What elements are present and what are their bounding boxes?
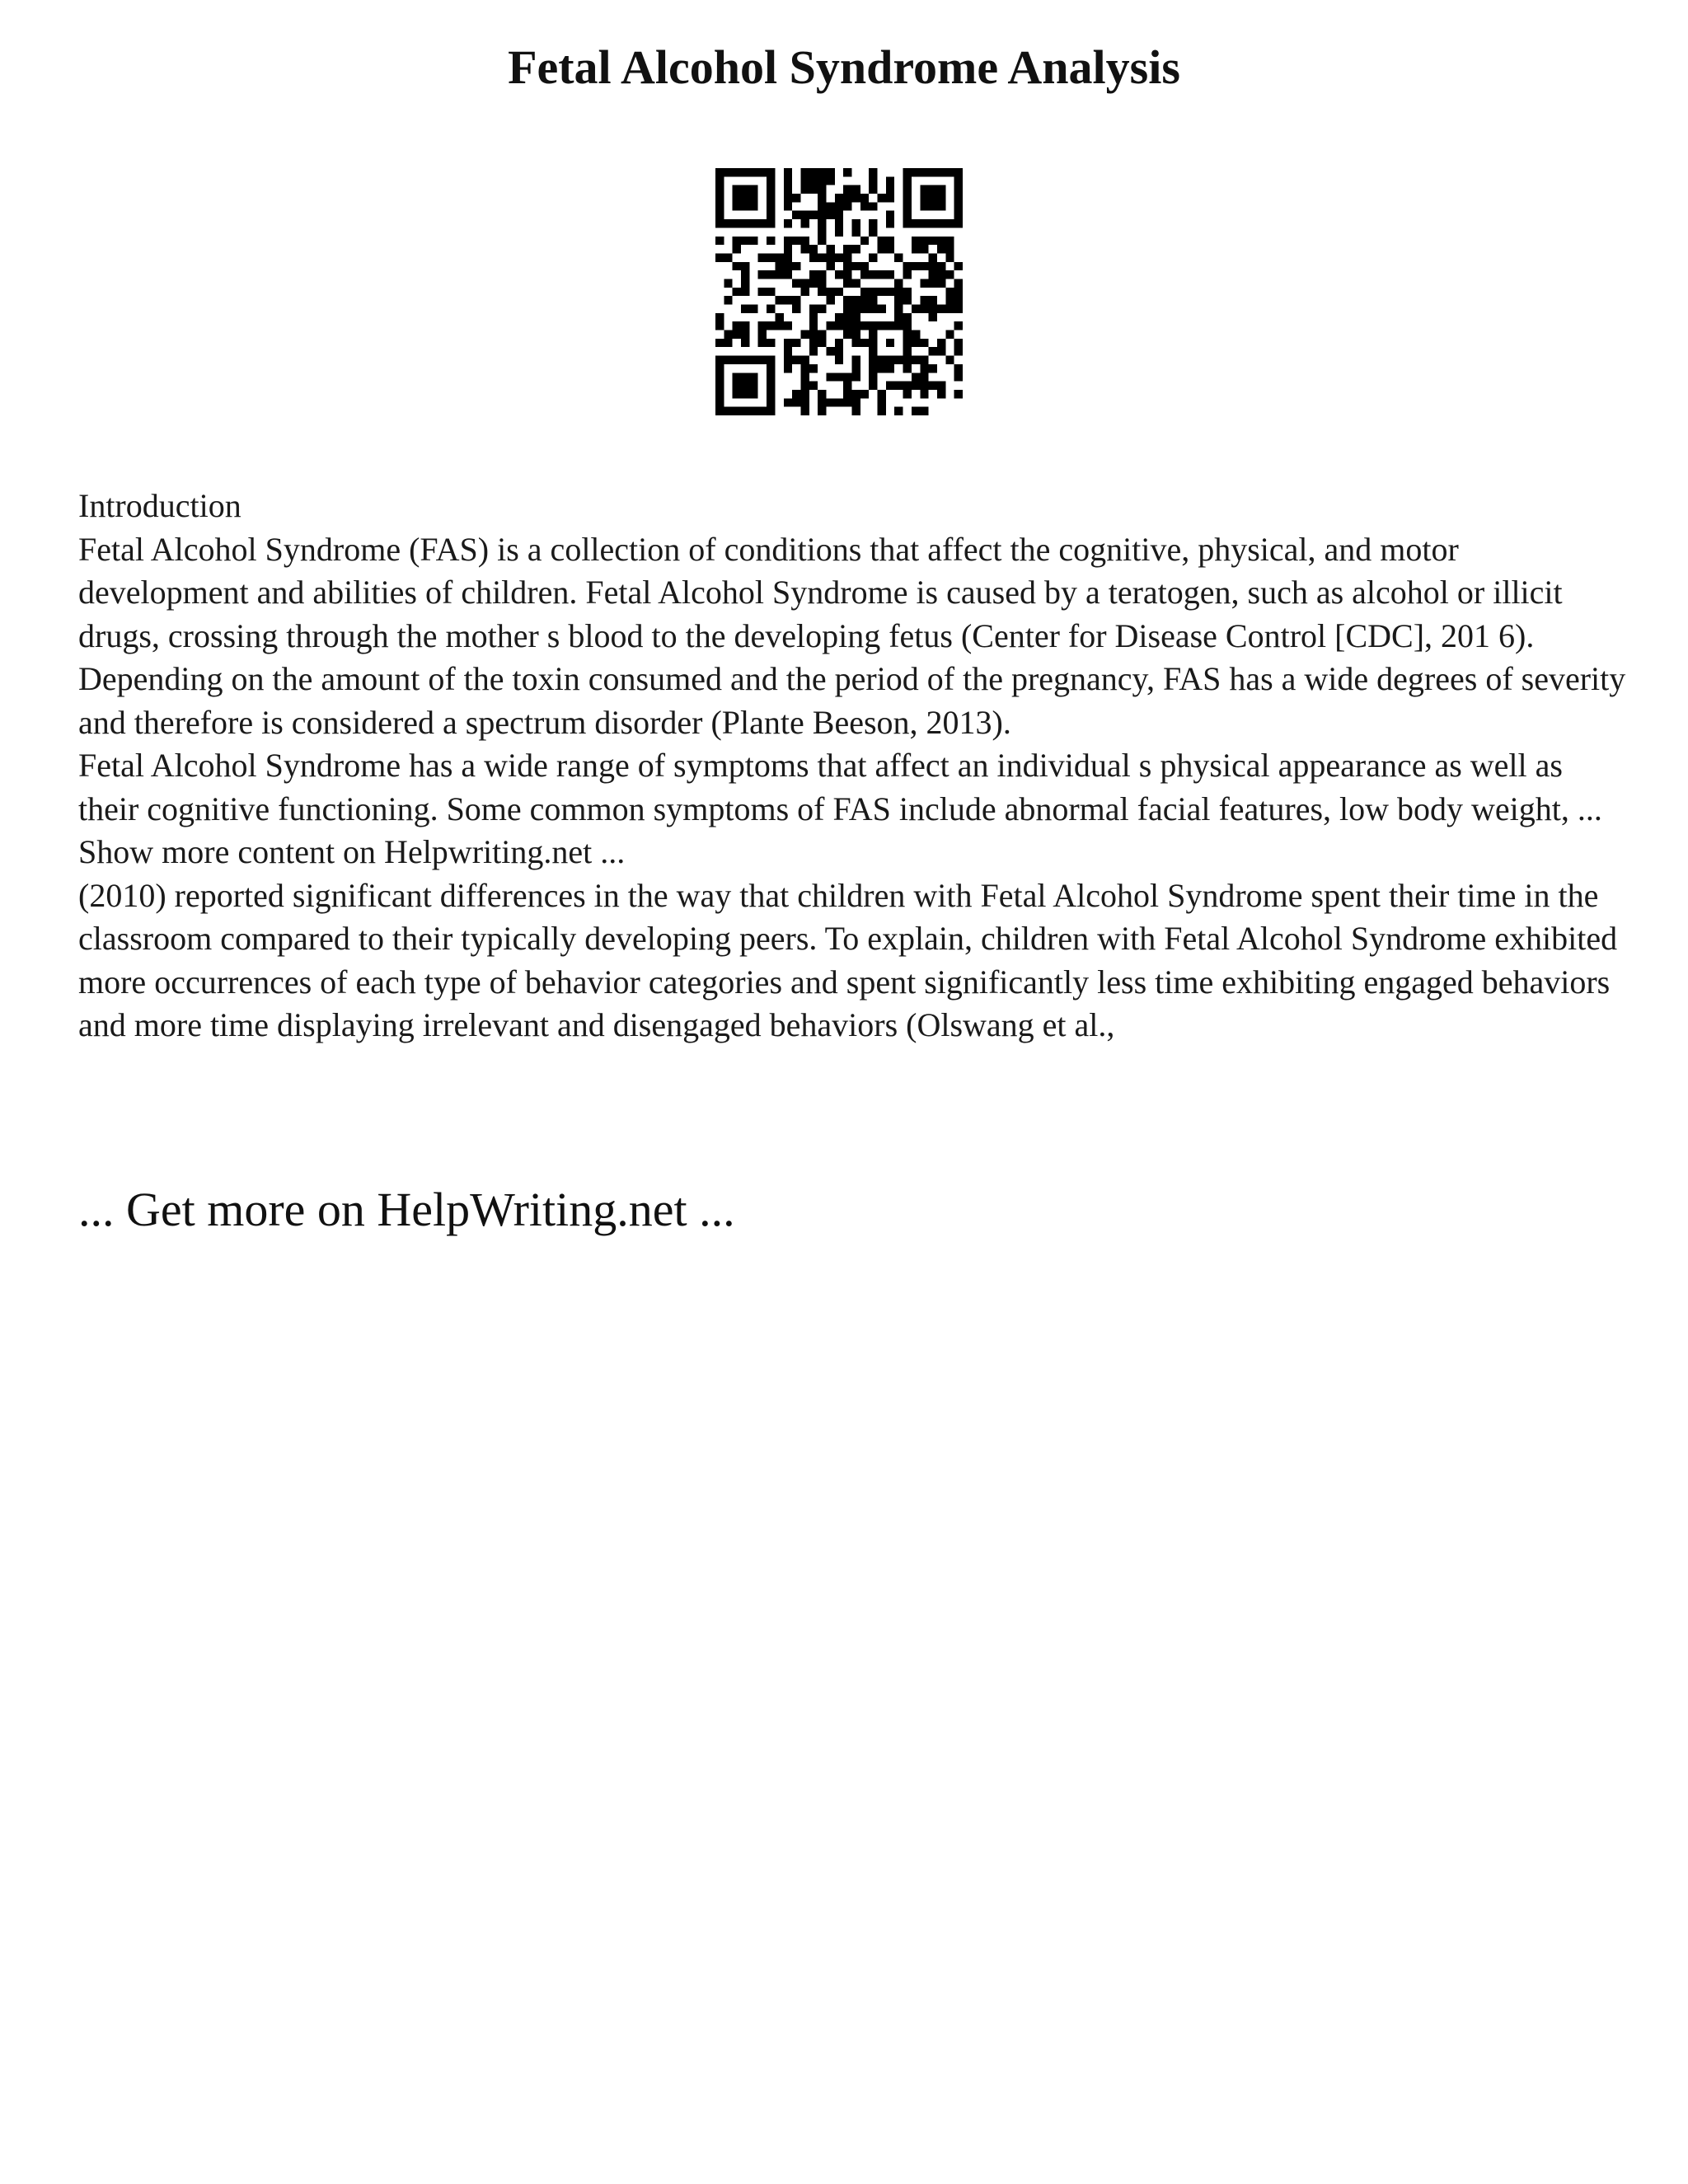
paragraph-2: Fetal Alcohol Syndrome has a wide range of symptoms that affect an individual s physical appearance as well as their cognitive functioning. Some common symptoms of FAS include abnormal facial features, low body weight, ... Show more content on Helpwriting.net ... — [78, 747, 1602, 870]
paragraph-1: Fetal Alcohol Syndrome (FAS) is a collection of conditions that affect the cognitive, physical, and motor development and abilities of children. Fetal Alcohol Syndrome is caused by a teratogen, such as alcohol or illicit drugs, crossing through the mother s blood to the developing fetus (Center for Disease Control [CDC], 201 6). Depending on the amount of the toxin consumed and the period of the pregnancy, FAS has a wide degrees of severity and therefore is considered a spectrum disorder (Plante Beeson, 2013). — [78, 530, 1626, 741]
qr-code-icon — [715, 168, 963, 415]
get-more-link[interactable]: ... Get more on HelpWriting.net ... — [78, 1183, 735, 1236]
article-body — [78, 485, 1628, 1047]
page-title: Fetal Alcohol Syndrome Analysis — [508, 40, 1180, 94]
section-heading: Introduction — [78, 487, 241, 524]
paragraph-3: (2010) reported significant differences in the way that children with Fetal Alcohol Syndrome spent their time in the classroom compared to their typically developing peers. To explain, children with Fetal Alcohol Syndrome exhibited more occurrences of each type of behavior categories and spent significantly less time exhibiting engaged behaviors and more time displaying irrelevant and disengaged behaviors (Olswang et al., — [78, 876, 1618, 1043]
